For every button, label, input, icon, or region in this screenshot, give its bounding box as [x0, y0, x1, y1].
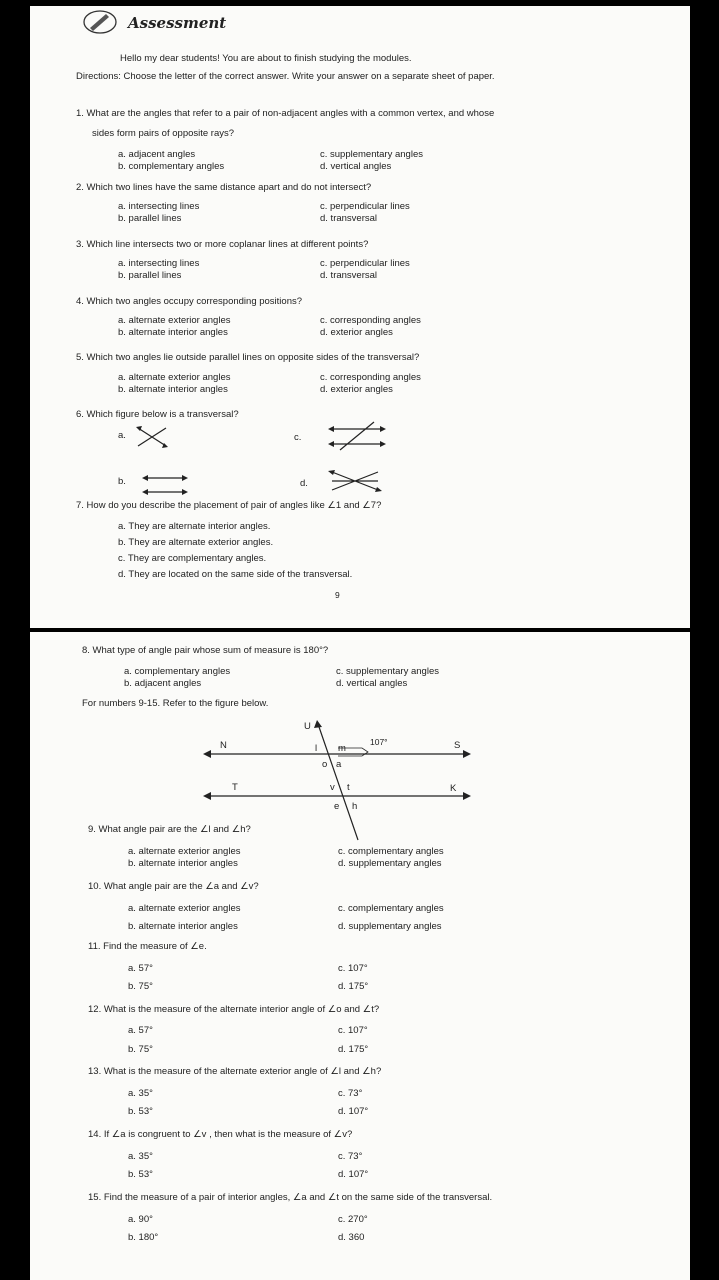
choice-a: a. intersecting lines [118, 258, 200, 269]
pen-icon [80, 8, 122, 36]
choice-b: b. alternate interior angles [118, 384, 228, 395]
question-stem: 13. What is the measure of the alternate exterior angle of ∠l and ∠h? [88, 1066, 382, 1077]
question-stem: 15. Find the measure of a pair of interior angles, ∠a and ∠t on the same side of the transversal. [88, 1192, 493, 1203]
choice-a: a. alternate exterior angles [128, 846, 241, 857]
angle-m: m [338, 743, 346, 754]
question-stem: 14. If ∠a is congruent to ∠v , then what is the measure of ∠v? [88, 1129, 353, 1140]
choice-b: b. 180° [128, 1232, 159, 1243]
angle-o: o [322, 759, 328, 770]
choice-a: a. alternate exterior angles [128, 903, 241, 914]
choice-b: b. complementary angles [118, 161, 225, 172]
question-stem: 2. Which two lines have the same distance apart and do not intersect? [76, 182, 372, 193]
choice-c: c. 73° [338, 1088, 363, 1099]
choice-a: a. alternate exterior angles [118, 315, 231, 326]
choice-a: a. 90° [128, 1214, 153, 1225]
choice-a: a. adjacent angles [118, 149, 196, 160]
choice-a: a. 35° [128, 1088, 153, 1099]
question-stem: 9. What angle pair are the ∠l and ∠h? [88, 824, 251, 835]
question-stem: 7. How do you describe the placement of pair of angles like ∠1 and ∠7? [76, 500, 382, 511]
figure-option-b [140, 470, 190, 500]
choice-d: d. supplementary angles [338, 858, 442, 869]
choice-c: c. They are complementary angles. [118, 553, 267, 564]
angle-a: a [336, 759, 342, 770]
choice-c: c. 107° [338, 963, 368, 974]
choice-a: a. intersecting lines [118, 201, 200, 212]
choice-a: a. [118, 430, 126, 441]
angle-measure: 107° [370, 737, 388, 747]
question-stem: sides form pairs of opposite rays? [92, 128, 235, 139]
choice-c: c. perpendicular lines [320, 258, 410, 269]
angle-t: t [347, 782, 350, 793]
choice-c: c. 270° [338, 1214, 368, 1225]
question-stem: 3. Which line intersects two or more coplanar lines at different points? [76, 239, 369, 250]
choice-b: b. 53° [128, 1169, 153, 1180]
worksheet-page-1 [30, 6, 690, 628]
figure-option-c [326, 420, 388, 452]
choice-d: d. supplementary angles [338, 921, 442, 932]
choice-c: c. corresponding angles [320, 372, 421, 383]
choice-b: b. [118, 476, 126, 487]
angle-v: v [330, 782, 335, 793]
choice-a: a. 57° [128, 963, 153, 974]
choice-d: d. 360 [338, 1232, 365, 1243]
question-stem: 8. What type of angle pair whose sum of measure is 180°? [82, 645, 329, 656]
instruction-text: For numbers 9-15. Refer to the figure below. [82, 698, 269, 709]
choice-b: b. 75° [128, 981, 153, 992]
choice-c: c. supplementary angles [320, 149, 423, 160]
choice-c: c. 73° [338, 1151, 363, 1162]
choice-d: d. exterior angles [320, 384, 393, 395]
choice-a: a. 57° [128, 1025, 153, 1036]
choice-c: c. complementary angles [338, 903, 444, 914]
page-title: Assessment [128, 14, 227, 32]
choice-b: b. 75° [128, 1044, 153, 1055]
figure-option-d [326, 464, 384, 498]
choice-b: b. 53° [128, 1106, 153, 1117]
choice-c: c. [294, 432, 302, 443]
label-u: U [304, 721, 311, 732]
choice-c: c. corresponding angles [320, 315, 421, 326]
choice-b: b. They are alternate exterior angles. [118, 537, 274, 548]
choice-b: b. alternate interior angles [118, 327, 228, 338]
question-stem: 11. Find the measure of ∠e. [88, 941, 207, 952]
choice-d: d. 175° [338, 981, 369, 992]
choice-d: d. They are located on the same side of the transversal. [118, 569, 353, 580]
label-n: N [220, 740, 227, 751]
label-t: T [232, 782, 238, 793]
choice-d: d. transversal [320, 270, 378, 281]
choice-d: d. 107° [338, 1106, 369, 1117]
choice-b: b. alternate interior angles [128, 921, 238, 932]
choice-b: b. alternate interior angles [128, 858, 238, 869]
question-stem: 12. What is the measure of the alternate interior angle of ∠o and ∠t? [88, 1004, 380, 1015]
question-stem: 4. Which two angles occupy corresponding positions? [76, 296, 303, 307]
choice-d: d. exterior angles [320, 327, 393, 338]
angle-l: l [315, 743, 318, 754]
choice-d: d. 107° [338, 1169, 369, 1180]
label-k: K [450, 783, 457, 794]
choice-a: a. 35° [128, 1151, 153, 1162]
choice-c: c. complementary angles [338, 846, 444, 857]
choice-a: a. complementary angles [124, 666, 231, 677]
choice-c: c. perpendicular lines [320, 201, 410, 212]
question-stem: 10. What angle pair are the ∠a and ∠v? [88, 881, 259, 892]
choice-a: a. They are alternate interior angles. [118, 521, 271, 532]
figure-option-a [134, 422, 170, 452]
choice-b: b. parallel lines [118, 270, 182, 281]
angle-h: h [352, 801, 358, 812]
worksheet-page-2 [30, 632, 690, 1280]
page-number: 9 [335, 590, 340, 600]
choice-d: d. [300, 478, 308, 489]
question-stem: 6. Which figure below is a transversal? [76, 409, 239, 420]
choice-d: d. vertical angles [336, 678, 408, 689]
intro-text: Hello my dear students! You are about to finish studying the modules. [120, 53, 412, 64]
angle-e: e [334, 801, 340, 812]
choice-c: c. supplementary angles [336, 666, 439, 677]
question-stem: 5. Which two angles lie outside parallel lines on opposite sides of the transversal? [76, 352, 420, 363]
choice-d: d. transversal [320, 213, 378, 224]
choice-b: b. adjacent angles [124, 678, 202, 689]
choice-a: a. alternate exterior angles [118, 372, 231, 383]
choice-d: d. 175° [338, 1044, 369, 1055]
choice-b: b. parallel lines [118, 213, 182, 224]
label-s: S [454, 740, 461, 751]
question-stem: 1. What are the angles that refer to a pair of non-adjacent angles with a common vertex, and whose [76, 108, 495, 119]
directions-text: Directions: Choose the letter of the correct answer. Write your answer on a separate sheet of paper. [76, 71, 495, 82]
choice-c: c. 107° [338, 1025, 368, 1036]
choice-d: d. vertical angles [320, 161, 392, 172]
